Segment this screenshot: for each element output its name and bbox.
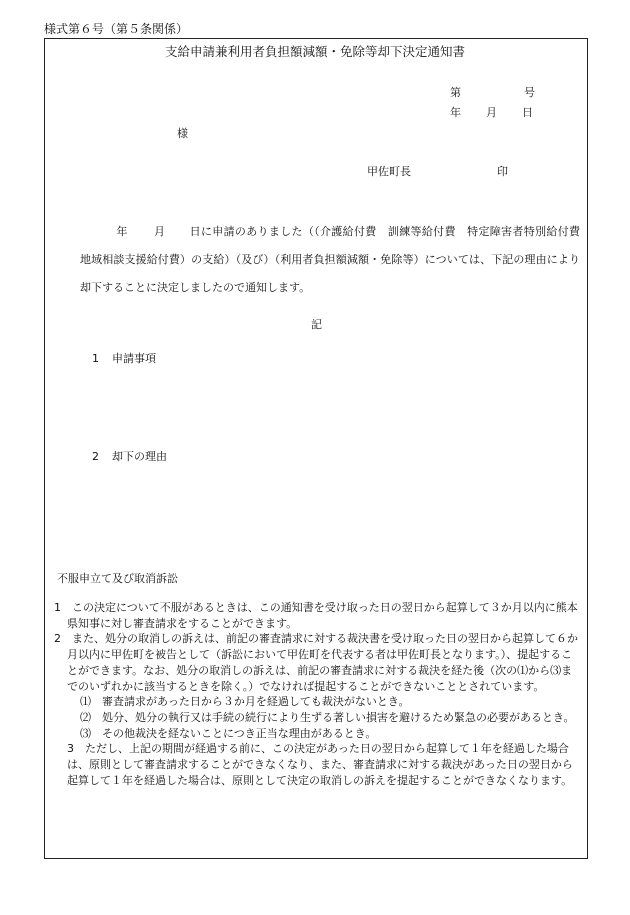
item-label-application: 申請事項 bbox=[112, 352, 156, 365]
addressee-sama: 様 bbox=[177, 127, 188, 140]
note-sub-3: ⑶ その他裁決を経ないことにつき正当な理由があるとき。 bbox=[80, 726, 377, 740]
body-text: 日に申請のありました（（介護給付費 訓練等給付費 特定障害者特別給付費 地域相談支援給付費）の支給）（及び）（利用者負担額減額・免除等）については、下記の理由により却下することに決定しましたので通知します。 bbox=[80, 225, 592, 294]
note-1: 1 この決定について不服があるときは、この通知書を受け取った日の翌日から起算して３か月以内に熊本県知事に対し審査請求をすることができます。 bbox=[54, 601, 578, 630]
note-2: 2 また、処分の取消しの訴えは、前記の審査請求に対する裁決書を受け取った日の翌日から起算して６か月以内に甲佐町を被告として（訴訟において甲佐町を代表する者は甲佐町長となります。）、提起することができます。なお、処分の取消しの訴えは、前記の審査請求に対する裁決を経た後（次の⑴から⑶までのいずれかに該当するときを除く。）でなければ提起することができないこととされています。 bbox=[54, 632, 578, 693]
number-dai: 第 bbox=[450, 86, 461, 99]
body-month: 月 bbox=[153, 225, 166, 238]
note-sub-1: ⑴ 審査請求があった日から３か月を経過しても裁決がないとき。 bbox=[80, 695, 410, 709]
decision-paragraph bbox=[80, 218, 592, 302]
item-label-reason: 却下の理由 bbox=[112, 450, 167, 463]
item-number-1: 1 bbox=[92, 352, 99, 365]
issuer-name: 甲佐町長 bbox=[367, 165, 411, 178]
date-year: 年 bbox=[450, 106, 461, 119]
item-number-2: 2 bbox=[92, 450, 99, 463]
seal-mark: 印 bbox=[497, 165, 508, 178]
date-month: 月 bbox=[486, 106, 497, 119]
number-go: 号 bbox=[524, 86, 535, 99]
form-number: 様式第６号（第５条関係） bbox=[44, 22, 189, 36]
body-year: 年 bbox=[116, 225, 128, 238]
document-title: 支給申請兼利用者負担額減額・免除等却下決定通知書 bbox=[164, 44, 465, 59]
appeal-notes bbox=[54, 600, 578, 788]
ki-heading: 記 bbox=[311, 318, 322, 331]
note-3: 3 ただし、上記の期間が経過する前に、この決定があった日の翌日から起算して１年を経過した場合は、原則として審査請求することができなくなり、また、審査請求に対する裁決があった日の翌日から起算して１年を経過した場合は、原則として決定の取消しの訴えを提起することができなくなります。 bbox=[67, 742, 573, 787]
date-day: 日 bbox=[522, 106, 533, 119]
appeal-heading: 不服申立て及び取消訴訟 bbox=[57, 572, 178, 585]
note-sub-2: ⑵ 処分、処分の執行又は手続の続行により生ずる著しい損害を避けるため緊急の必要があるとき。 bbox=[80, 710, 575, 724]
